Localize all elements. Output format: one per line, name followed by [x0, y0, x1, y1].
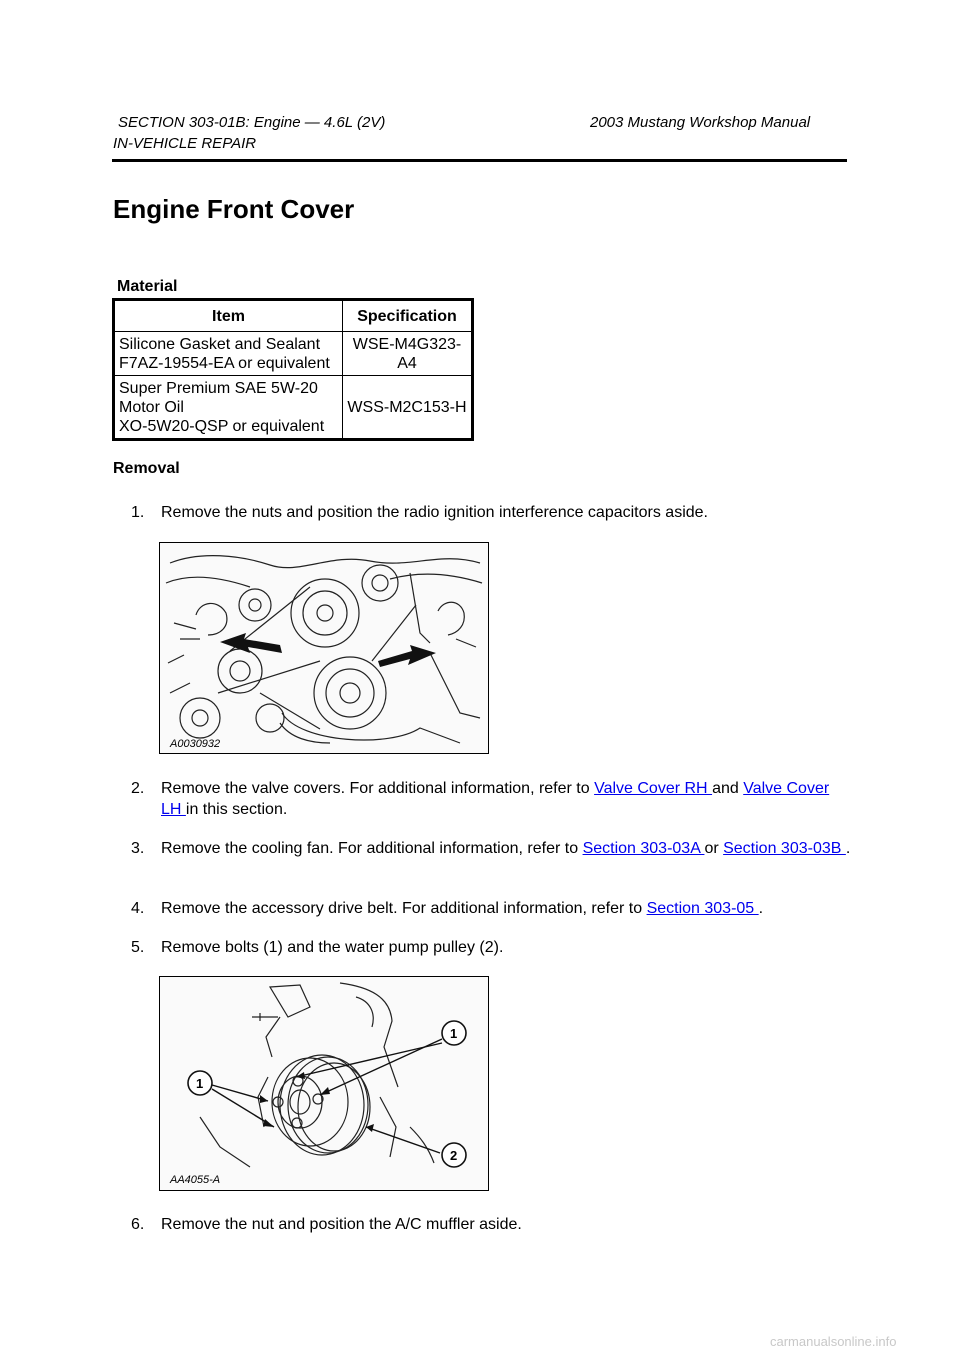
- header-section: SECTION 303-01B: Engine — 4.6L (2V): [118, 114, 386, 131]
- watermark: carmanualsonline.info: [770, 1334, 897, 1349]
- spec-line: WSE-M4G323-: [352, 335, 462, 353]
- column-header-item: Item: [114, 300, 343, 332]
- step-text: [161, 898, 851, 919]
- header-subsection: IN-VEHICLE REPAIR: [113, 135, 257, 152]
- step-text: [161, 838, 851, 859]
- table-row: [114, 332, 473, 376]
- link-section-303-05[interactable]: Section 303-05: [646, 900, 759, 917]
- link-section-303-03a[interactable]: Section 303-03A: [582, 840, 705, 857]
- item-cell: [114, 376, 343, 440]
- callout-2: 2: [450, 1148, 458, 1163]
- spec-line: A4: [397, 354, 417, 372]
- step-text: Remove bolts (1) and the water pump pulley (2).: [161, 939, 504, 956]
- material-table: [112, 298, 474, 441]
- item-cell: [114, 332, 343, 376]
- figure-2-label: AA4055-A: [170, 1174, 221, 1186]
- step-number: 1.: [131, 504, 145, 521]
- figure-capacitors: [159, 542, 489, 754]
- table-row: [114, 376, 473, 440]
- callout-1-left: 1: [196, 1076, 204, 1091]
- step-number: 2.: [131, 780, 145, 797]
- link-valve-cover-rh[interactable]: Valve Cover RH: [594, 780, 713, 797]
- step-text-part: in this section.: [185, 801, 288, 818]
- step-text: Remove the nuts and position the radio ignition interference capacitors aside.: [161, 504, 708, 521]
- step-number: 6.: [131, 1216, 145, 1233]
- item-line: F7AZ-19554-EA or equivalent: [119, 354, 330, 372]
- step-text-part: .: [845, 840, 851, 857]
- item-line: Motor Oil: [119, 398, 184, 416]
- step-text-part: and: [712, 780, 744, 797]
- step-text-part: Remove the accessory drive belt. For additional information, refer to: [161, 900, 647, 917]
- page-title: Engine Front Cover: [113, 194, 355, 224]
- column-header-specification: Specification: [343, 300, 473, 332]
- water-pump-pulley-illustration: [160, 977, 488, 1190]
- header-manual: 2003 Mustang Workshop Manual: [590, 114, 811, 131]
- step-text-part: Remove the valve covers. For additional information, refer to: [161, 780, 595, 797]
- figure-1-label: A0030932: [170, 738, 221, 750]
- figure-water-pump-pulley: [159, 976, 489, 1191]
- step-text-part: Remove the cooling fan. For additional information, refer to: [161, 840, 583, 857]
- link-section-303-03b[interactable]: Section 303-03B: [723, 840, 846, 857]
- step-number: 4.: [131, 900, 145, 917]
- removal-heading: Removal: [113, 460, 180, 477]
- step-number: 3.: [131, 840, 145, 857]
- spec-cell: [343, 332, 473, 376]
- item-line: Silicone Gasket and Sealant: [119, 335, 321, 353]
- step-text: [161, 778, 851, 820]
- step-text-part: .: [758, 900, 764, 917]
- header-rule: [112, 159, 847, 162]
- callout-1-right: 1: [450, 1026, 458, 1041]
- step-number: 5.: [131, 939, 145, 956]
- engine-capacitors-illustration: [160, 543, 488, 753]
- spec-line: WSS-M2C153-H: [347, 398, 467, 416]
- link-valve-cover-lh[interactable]: Valve Cover LH: [161, 780, 830, 818]
- item-line: Super Premium SAE 5W-20: [119, 379, 318, 397]
- step-text-part: or: [704, 840, 724, 857]
- material-caption: Material: [117, 278, 178, 295]
- step-text: Remove the nut and position the A/C muffler aside.: [161, 1216, 522, 1233]
- item-line: XO-5W20-QSP or equivalent: [119, 417, 325, 435]
- spec-cell: [343, 376, 473, 440]
